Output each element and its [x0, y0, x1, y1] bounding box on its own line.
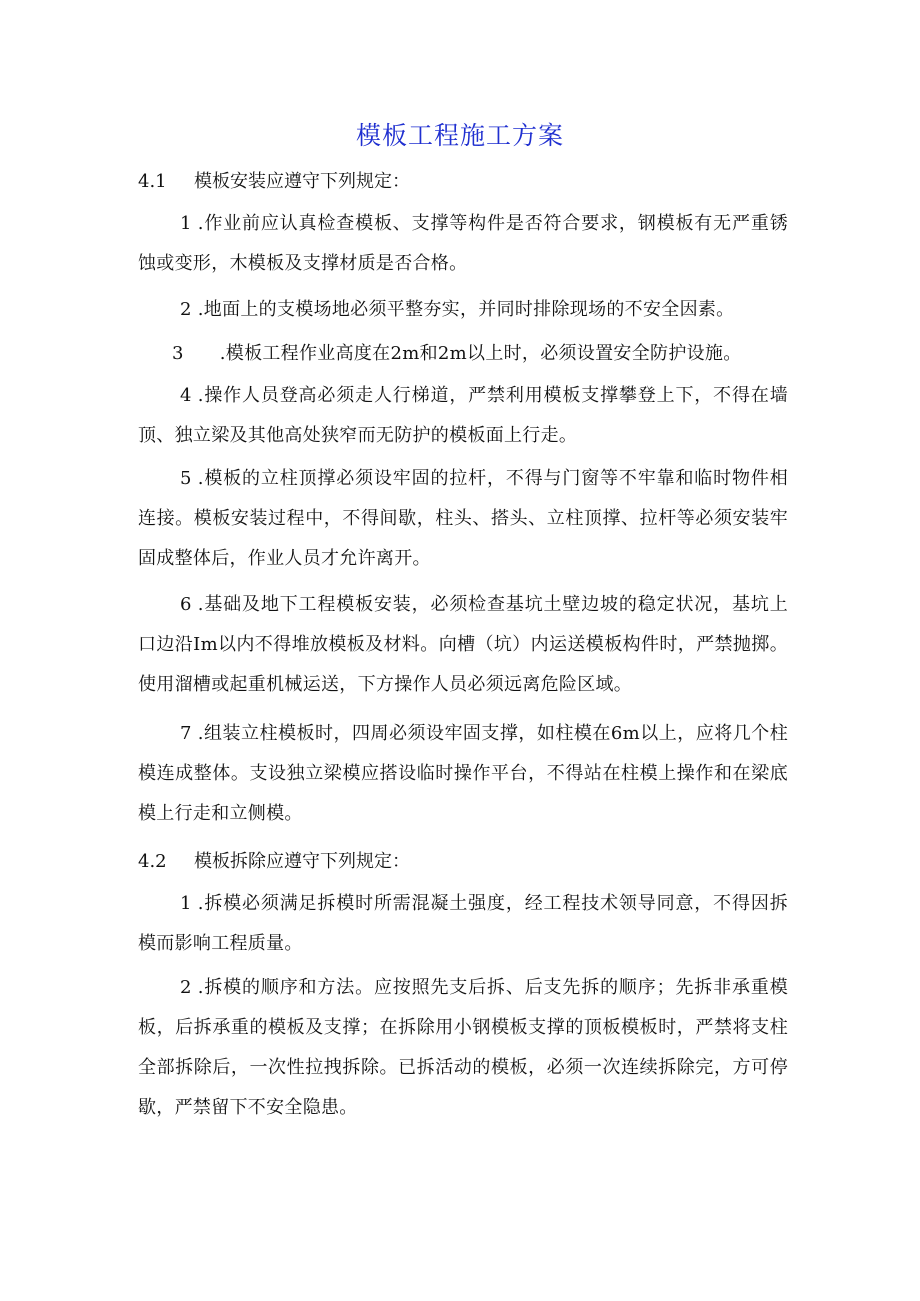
list-item — [138, 334, 788, 374]
item-number: 2 — [180, 299, 192, 320]
item-text: .模板工程作业高度在2m和2m以上时，必须设置安全防护设施。 — [219, 343, 742, 364]
item-number: 1 — [180, 213, 192, 234]
item-number: 5 — [180, 468, 192, 489]
item-text: .拆模的顺序和方法。应按照先支后拆、后支先拆的顺序；先拆非承重模板，后拆承重的模板及支撑；在拆除用小钢模板支撑的顶板模板时，严禁将支柱全部拆除后，一次性拉拽拆除。已拆活动的模板，必须一次连续拆除完，方可停歇，严禁留下不安全隐患。 — [138, 977, 788, 1118]
list-item — [138, 884, 788, 964]
item-text: .基础及地下工程模板安装，必须检查基坑土壁边坡的稳定状况，基坑上口边沿Im以内不得堆放模板及材料。向槽（坑）内运送模板构件时，严禁抛掷。使用溜槽或起重机械运送，下方操作人员必须远离危险区域。 — [138, 594, 788, 695]
page-title: 模板工程施工方案 — [355, 121, 564, 150]
item-text: .模板的立柱顶撑必须设牢固的拉杆，不得与门窗等不牢靠和临时物件相连接。模板安装过程中，不得间歇，柱头、搭头、立柱顶撑、拉杆等必须安装牢固成整体后，作业人员才允许离开。 — [138, 468, 788, 569]
item-number: 1 — [180, 893, 192, 914]
item-text: .地面上的支模场地必须平整夯实，并同时排除现场的不安全因素。 — [197, 299, 735, 320]
item-text: .组装立柱模板时，四周必须设牢固支撑，如柱模在6m以上，应将几个柱模连成整体。支设独立梁模应搭设临时操作平台，不得站在柱模上操作和在梁底模上行走和立侧模。 — [138, 723, 788, 824]
item-text: .操作人员登高必须走人行梯道，严禁利用模板支撑攀登上下，不得在墙顶、独立梁及其他高处狭窄而无防护的模板面上行走。 — [138, 385, 788, 446]
section-number: 4.1 — [138, 171, 167, 192]
item-number: 7 — [180, 723, 192, 744]
section-heading-text: 模板安装应遵守下列规定： — [194, 171, 410, 192]
list-item — [138, 204, 788, 284]
item-text: .拆模必须满足拆模时所需混凝土强度，经工程技术领导同意，不得因拆模而影响工程质量。 — [138, 893, 788, 954]
section-heading-4-2 — [138, 850, 410, 874]
section-heading-4-1 — [138, 170, 410, 194]
list-item — [138, 585, 788, 705]
list-item — [138, 459, 788, 579]
list-item — [138, 290, 788, 330]
item-number: 3 — [172, 343, 184, 364]
item-text: .作业前应认真检查模板、支撑等构件是否符合要求，钢模板有无严重锈蚀或变形，木模板及支撑材质是否合格。 — [138, 213, 788, 274]
section-heading-text: 模板拆除应遵守下列规定： — [194, 851, 410, 872]
list-item — [138, 968, 788, 1128]
item-number: 2 — [180, 977, 192, 998]
item-number: 4 — [180, 385, 192, 406]
list-item — [138, 714, 788, 834]
list-item — [138, 376, 788, 456]
section-number: 4.2 — [138, 851, 167, 872]
item-number: 6 — [180, 594, 192, 615]
